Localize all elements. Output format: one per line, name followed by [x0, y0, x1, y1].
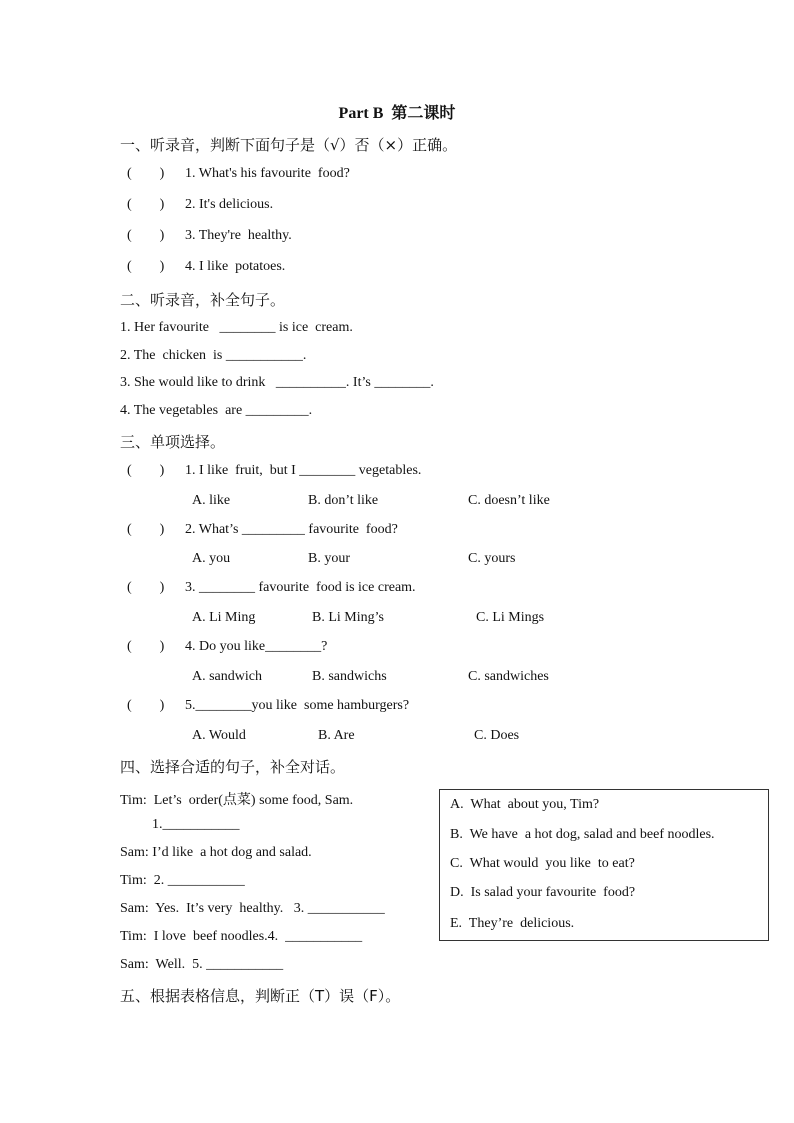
option-c[interactable]: C. sandwiches: [468, 669, 549, 684]
page-title: Part B 第二课时: [338, 105, 456, 122]
answer-paren[interactable]: ( ): [127, 166, 165, 181]
option-a[interactable]: A. Would: [192, 728, 246, 743]
answer-paren[interactable]: ( ): [127, 197, 165, 212]
dialogue-line: Tim: Let’s order(点菜) some food, Sam.: [120, 793, 354, 808]
option-b[interactable]: B. Are: [318, 728, 355, 743]
section1-item: 3. They're healthy.: [185, 228, 292, 243]
answer-paren[interactable]: ( ): [127, 259, 165, 274]
answer-paren[interactable]: ( ): [127, 580, 165, 595]
option-c[interactable]: C. yours: [468, 551, 516, 566]
dialogue-line: Sam: Yes. It’s very healthy. 3. ___________: [120, 901, 385, 916]
section2-item: 2. The chicken is ___________.: [120, 348, 307, 363]
dialogue-line: Sam: I’d like a hot dog and salad.: [120, 845, 312, 860]
dialogue-option: A. What about you, Tim?: [450, 797, 600, 812]
section1-heading: 一、听录音，判断下面句子是（√）否（×）正确。: [120, 136, 458, 154]
option-a[interactable]: A. Li Ming: [192, 610, 256, 625]
question-text: 1. I like fruit, but I ________ vegetables.: [185, 463, 422, 478]
answer-paren[interactable]: ( ): [127, 639, 165, 654]
option-c[interactable]: C. doesn’t like: [468, 493, 550, 508]
dialogue-line: 1.___________: [152, 817, 240, 832]
option-a[interactable]: A. you: [192, 551, 231, 566]
dialogue-line: Sam: Well. 5. ___________: [120, 957, 284, 972]
option-c[interactable]: C. Does: [474, 728, 520, 743]
section4-heading: 四、选择合适的句子，补全对话。: [120, 758, 346, 776]
section2-item: 3. She would like to drink __________. It’s ________.: [120, 375, 434, 390]
section1-item: 4. I like potatoes.: [185, 259, 286, 274]
dialogue-option: B. We have a hot dog, salad and beef noodles.: [450, 827, 715, 842]
section2-heading: 二、听录音，补全句子。: [120, 291, 286, 309]
dialogue-option: D. Is salad your favourite food?: [450, 885, 636, 900]
dialogue-option: E. They’re delicious.: [450, 916, 575, 931]
option-a[interactable]: A. sandwich: [192, 669, 262, 684]
option-b[interactable]: B. Li Ming’s: [312, 610, 384, 625]
answer-paren[interactable]: ( ): [127, 698, 165, 713]
answer-paren[interactable]: ( ): [127, 463, 165, 478]
answer-paren[interactable]: ( ): [127, 228, 165, 243]
option-c[interactable]: C. Li Mings: [476, 610, 545, 625]
section1-item: 1. What's his favourite food?: [185, 166, 350, 181]
section3-heading: 三、单项选择。: [120, 433, 226, 451]
question-text: 3. ________ favourite food is ice cream.: [185, 580, 416, 595]
option-b[interactable]: B. don’t like: [308, 493, 379, 508]
question-text: 2. What’s _________ favourite food?: [185, 522, 398, 537]
option-b[interactable]: B. your: [308, 551, 350, 566]
option-a[interactable]: A. like: [192, 493, 231, 508]
section2-item: 4. The vegetables are _________.: [120, 403, 313, 418]
dialogue-line: Tim: I love beef noodles.4. ___________: [120, 929, 363, 944]
answer-paren[interactable]: ( ): [127, 522, 165, 537]
question-text: 5.________you like some hamburgers?: [185, 698, 410, 713]
dialogue-line: Tim: 2. ___________: [120, 873, 245, 888]
section2-item: 1. Her favourite ________ is ice cream.: [120, 320, 353, 335]
section5-heading: 五、根据表格信息，判断正（T）误（F）。: [120, 987, 401, 1005]
options-box: [439, 789, 769, 941]
option-b[interactable]: B. sandwichs: [312, 669, 387, 684]
dialogue-option: C. What would you like to eat?: [450, 856, 635, 871]
section1-item: 2. It's delicious.: [185, 197, 274, 212]
question-text: 4. Do you like________?: [185, 639, 328, 654]
